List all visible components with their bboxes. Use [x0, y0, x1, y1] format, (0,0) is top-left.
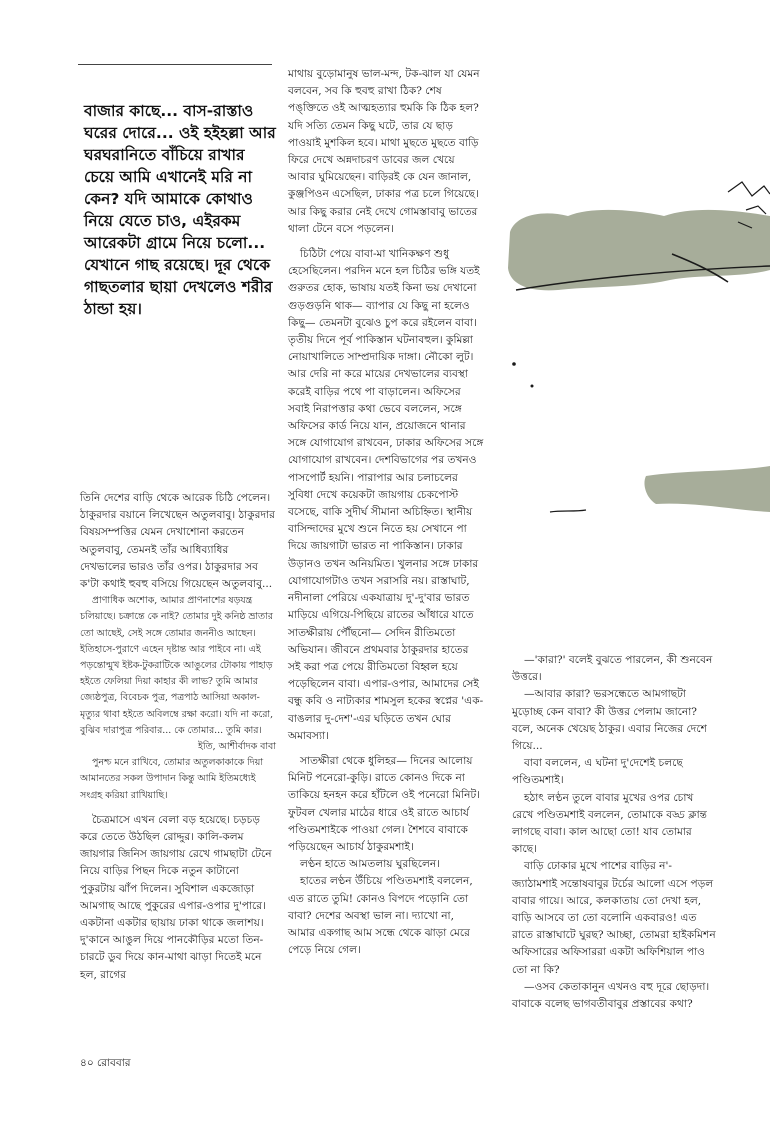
paragraph: —'কারা?' বলেই বুঝতে পারলেন, কী শুনবেন উত্তরে। — [512, 654, 713, 684]
paragraph: বাড়ি ঢোকার মুখে পাশের বাড়ির ন'-জ্যাঠামশাই সন্তোষবাবুর টর্চের আলো এসে পড়ল বাবার গায়ে। আরে, কলকাতায় তো দেখা হল, বাড়ি আসবে তা তো বলোনি একবারও! এত রাতে রাস্তাঘাটে ঘুরছ? আচ্ছা, তোমরা হাইকমিশন অফিসারের অফিসাররা একটা অফিশিয়াল পাও তো না কি? — [512, 860, 716, 976]
ground-line — [550, 510, 586, 512]
tree-illustration — [496, 170, 770, 650]
leaf-tips — [728, 182, 770, 196]
page-folio: ৪০ রোববার — [80, 1057, 131, 1069]
paragraph: সাতক্ষীরা থেকে ধুলিহর— দিনের আলোয় মিনিট পনেরো-কুড়ি। রাতে কোনও দিকে না তাকিয়ে হনহন করে হাঁটলে ওই পনেরো মিনিট। ফুটবল খেলার মাঠের ধারে ওই রাতে আচার্য পণ্ডিতমশাইকে পাওয়া গেল। শৈশবে বাবাকে পড়িয়েছেন আচার্য ঠাকুরমশাই। — [288, 754, 481, 853]
paragraph: —ওসব কেতাকানুন এখনও বহু দূরে ছোড়দা। বাবাকে বলেছ ভাগবতীবাবুর প্রস্তাবের কথা? — [512, 980, 710, 1011]
ink-dot — [531, 385, 534, 388]
column-3 — [512, 652, 716, 1013]
paragraph: হাতের লণ্ঠন উঁচিয়ে পণ্ডিতমশাই বললেন, এত রাতে তুমি! কোনও বিপদে পড়োনি তো বাবা? দেশের অবস্থা ভাল না। দ্যাখো না, আমার একগাছ আম সন্ধে থেকে ঝাড়া মেরে পেড়ে নিয়ে গেল। — [288, 875, 473, 957]
paragraph: চৈত্রমাসে এখন বেলা বড় হয়েছে। চড়চড় করে তেতে উঠছিল রোদ্দুর। কালি-কলম জায়গার জিনিস জায়গায় রেখে গামছাটা টেনে নিয়ে বাড়ির পিছন দিকে নতুন কাটানো পুকুরটায় ঝাঁপ দিলেন। সুবিশাল একজোড়া আমগাছ আছে পুকুরের এপার-ওপার দু'পারে। একটানা একটার ছায়ায় ঢাকা থাকে জলাশয়। দু'কানে আঙুল দিয়ে পানকৌড়ির মতো তিন-চারটে ডুব দিয়ে কান-মাথা ঝাড়া দিতেই মনে হল, রাগের — [80, 813, 272, 981]
paragraph: চিঠিটা পেয়ে বাবা-মা খানিকক্ষণ শুধু হেসেছিলেন। পরদিন মনে হল চিঠির ভঙ্গি যতই গুরুতর হোক, ভাষায় যতই কিনা ভয় দেখানো গুড়গুড়নি থাক— ব্যাপার যে কিছু না হলেও কিছু— তেমনটা বুঝেও চুপ করে রইলেন বাবা। তৃতীয় দিনে পূর্ব পাকিস্তান ঘটনাবহুল। কুমিল্লা নোয়াখালিতে সাম্প্রদায়িক দাঙ্গা। নৌকো লুট। আর দেরি না করে মায়ের দেখভালের ব্যবস্থা করেই বাড়ির পথে পা বাড়ালেন। অফিসের সবাই নিরাপত্তার কথা ভেবে বললেন, সঙ্গে অফিসের কার্ড নিয়ে যান, প্রয়োজনে থানার সঙ্গে যোগাযোগ রাখবেন, ঢাকার অফিসের সঙ্গে যোগাযোগ রাখবেন। দেশবিভাগের পর তখনও পাসপোর্ট হয়নি। পারাপার আর চলাচলের সুবিধা দেখে কয়েকটা জায়গায় চেকপোস্ট বসেছে, বাকি সুদীর্ঘ সীমানা অচিহ্নিত। স্থানীয় বাসিন্দাদের মুখে শুনে নিতে হয় সেখানে পা দিয়ে জায়গাটা ভারত না পাকিস্তান। ঢাকার উড়ানও তখন অনিয়মিত। খুলনার সঙ্গে ঢাকার যোগাযোগটাও তখন সরাসরি নয়। রাস্তাঘাট, নদীনালা পেরিয়ে একযাত্রায় দু'-দু'বার ভারত মাড়িয়ে এগিয়ে-পিছিয়ে রাতের আঁধারে যাতে সাতক্ষীরায় পৌঁছনো— সেদিন রীতিমতো অভিযান। জীবনে প্রথমবার ঠাকুরদার হাতের সই করা পত্র পেয়ে রীতিমতো বিহ্বল হয়ে পড়েছিলেন বাবা। এপার-ওপার, আমাদের সেই বন্ধু কবি ও নাট্যকার শামসুল হকের স্বপ্নের 'এক-বাঙলার দু-দেশ'-এর ঘড়িতে তখন ঘোর অমাবস্যা। — [288, 248, 484, 742]
letter-signature: ইতি, আশীর্বাদক বাবা — [198, 741, 276, 753]
pull-quote — [84, 100, 276, 320]
paragraph: মাথায় বুড়োমানুষ ভাল-মন্দ, টক-ঝাল যা যেমন বলবেন, সব কি হুবহু রাখা ঠিক? শেষ পঙ্‌ক্তিতে ওই আত্মহত্যার হুমকি কি ঠিক হল? যদি সত্যি তেমন কিছু ঘটে, তার যে ছাড় পাওয়াই মুশকিল হবে। মাথা মুছতে মুছতে বাড়ি ফিরে দেখে অন্নদাচরণ ডাবের জল খেয়ে আবার ঘুমিয়েছেন। বাড়িরই কে যেন জানাল, কুঞ্জপিওন এসেছিল, ঢাকার পত্র চলে গিয়েছে। আর কিছু করার নেই দেখে গোমস্তাবাবু ভাতের থালা টেনে বসে পড়লেন। — [288, 68, 480, 235]
top-rule — [78, 64, 272, 65]
paragraph: লণ্ঠন হাতে আমতলায় ঘুরছিলেন। — [300, 858, 440, 871]
column-2 — [288, 66, 484, 959]
leaf-tips — [746, 206, 766, 214]
paragraph: বাবা বললেন, এ ঘটনা দু'দেশেই চলছে পণ্ডিতমশাই। — [512, 757, 683, 787]
paragraph: তিনি দেশের বাড়ি থেকে আরেক চিঠি পেলেন। ঠাকুরদার বয়ানে লিখেছেন অতুলবাবু। ঠাকুরদার বিষয়সম্পত্তির যেমন দেখাশোনা করতেন অতুলবাবু, তেমনই তাঁর আধিব্যাধির দেখভালের ভারও তাঁর ওপর। ঠাকুরদার সব ক'টা কথাই হুবহু বসিয়ে গিয়েছেন অতুলবাবু... — [80, 492, 275, 591]
foliage-shape — [644, 466, 770, 512]
paragraph: —আবার কারা? ভরসন্ধেতে আমগাছটা মুড়োচ্ছ কেন বাবা? কী উত্তর পেলাম জানো? বলে, অনেক খেয়েছ ঠাকুর। এবার নিজের দেশে গিয়ে... — [512, 688, 707, 753]
pull-quote-text: বাজার কাছে... বাস-রাস্তাও ঘরের দোরে... ওই হইহল্লা আর ঘরঘরানিতে বাঁচিয়ে রাখার চেয়ে আমি এখানেই মরি না কেন? যদি আমাকে কোথাও নিয়ে যেতে চাও, এইরকম আরেকটা গ্রামে নিয়ে চলো... যেখানে গাছ রয়েছে। দূর থেকে গাছতলার ছায়া দেখলেও শরীর ঠান্ডা হয়। — [84, 102, 276, 318]
quoted-letter — [80, 593, 276, 804]
ink-dot — [512, 362, 516, 366]
column-1 — [80, 490, 276, 984]
letter-postscript: পুনশ্চ মনে রাখিবে, তোমার অতুলকাকাকে দিয়া আমানতের সকল উপাদান কিন্তু আমি ইতিমধ্যেই সংগ্রহ করিয়া রাখিয়াছি। — [80, 757, 264, 801]
paragraph: হঠাৎ লণ্ঠন তুলে বাবার মুখের ওপর চোখ রেখে পণ্ডিতমশাই বললেন, তোমাকে বড্ড ক্লান্ত লাগছে বাবা। কাল আছো তো! যাব তোমার কাছে। — [512, 791, 707, 856]
letter-body: প্রাণাধিক অশোক, আমার প্রাণনাশের ষড়যন্ত্র চলিয়াছে। চক্রান্তে কে নাই? তোমার দুই কনিষ্ঠ ভ্রাতার তো আছেই, সেই সঙ্গে তোমার জননীও আছেন। ইতিহাসে-পুরাণে এহেন দৃষ্টান্ত আর পাইবে না। এই পড়ন্তোন্মুখ ইষ্টক-টুকরাটিকে আঙুলের টোকায় পাহাড় হইতে ফেলিয়া দিয়া কাহার কী লাভ? তুমি আমার জ্যেষ্ঠপুত্র, বিবেচক পুত্র, পত্রপাঠ আসিয়া অকাল-মৃত্যুর থাবা হইতে অবিলম্বে রক্ষা করো। যদি না করো, বুঝিব দারাপুত্র পরিবার... কে তোমার... তুমি কার। — [80, 595, 274, 736]
foliage-shape — [508, 210, 770, 290]
